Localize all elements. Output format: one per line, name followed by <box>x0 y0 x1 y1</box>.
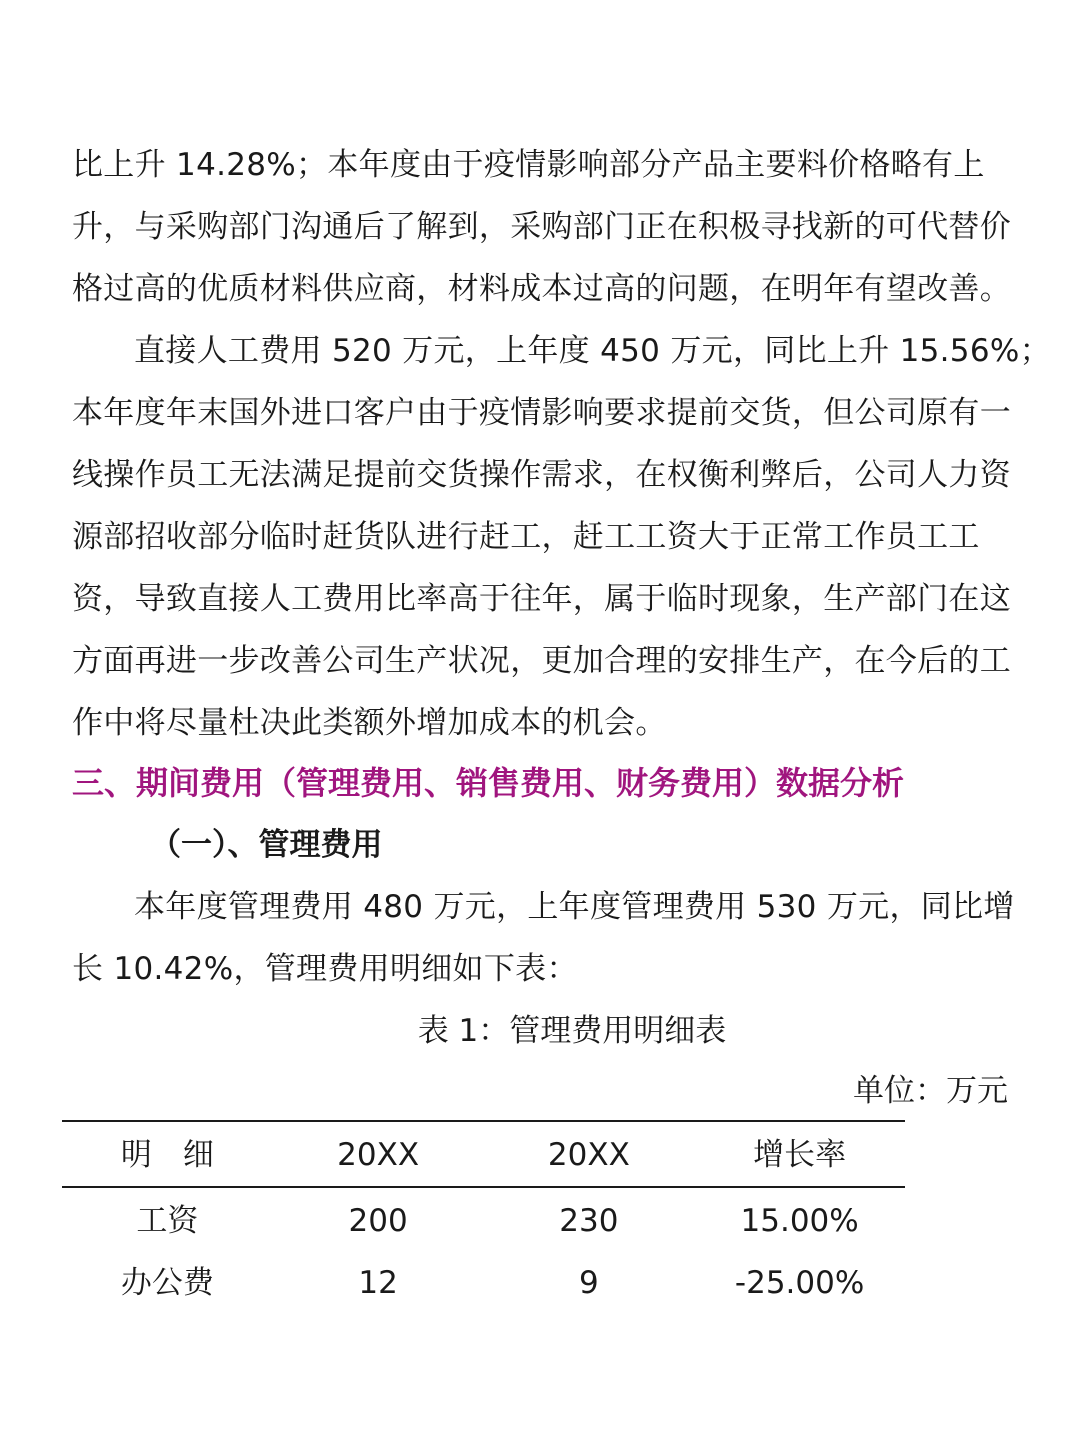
table-header-cell: 明 细 <box>120 1137 214 1173</box>
table-cell: 200 <box>348 1203 408 1239</box>
table-cell: 12 <box>358 1265 398 1301</box>
paragraph-line: 本年度管理费用 480 万元，上年度管理费用 530 万元，同比增 <box>134 889 1015 925</box>
table-row <box>62 1190 905 1252</box>
table-header-cell: 增长率 <box>753 1137 847 1173</box>
table-cell: 15.00% <box>740 1203 859 1239</box>
table-header-rule <box>62 1186 905 1188</box>
paragraph-line: 本年度年末国外进口客户由于疫情影响要求提前交货，但公司原有一 <box>72 395 1011 431</box>
subsection-heading: （一）、管理费用 <box>150 827 383 863</box>
table-header-row <box>62 1124 905 1186</box>
paragraph-line: 作中将尽量杜决此类额外增加成本的机会。 <box>72 705 667 741</box>
table-cell: 工资 <box>136 1203 199 1239</box>
paragraph-line: 长 10.42%，管理费用明细如下表： <box>72 951 578 987</box>
paragraph-line: 资，导致直接人工费用比率高于往年，属于临时现象，生产部门在这 <box>72 581 1011 617</box>
paragraph-line: 格过高的优质材料供应商，材料成本过高的问题，在明年有望改善。 <box>72 271 1011 307</box>
paragraph-line: 直接人工费用 520 万元，上年度 450 万元，同比上升 15.56%； <box>134 333 1051 369</box>
table-row <box>62 1252 905 1314</box>
table-header-cell: 20XX <box>547 1137 630 1173</box>
paragraph-line: 比上升 14.28%；本年度由于疫情影响部分产品主要料价格略有上 <box>72 147 985 183</box>
paragraph-line: 源部招收部分临时赶货队进行赶工，赶工工资大于正常工作员工工 <box>72 519 980 555</box>
table-cell: 办公费 <box>120 1265 214 1301</box>
table-cell: 230 <box>559 1203 619 1239</box>
section-heading: 三、期间费用（管理费用、销售费用、财务费用）数据分析 <box>72 764 905 802</box>
unit-label: 单位：万元 <box>853 1073 1008 1109</box>
paragraph-line: 方面再进一步改善公司生产状况，更加合理的安排生产，在今后的工 <box>72 643 1011 679</box>
table-top-rule <box>62 1120 905 1122</box>
table-cell: -25.00% <box>734 1265 865 1301</box>
table-cell: 9 <box>579 1265 599 1301</box>
paragraph-line: 线操作员工无法满足提前交货操作需求，在权衡利弊后，公司人力资 <box>72 457 1011 493</box>
table-caption: 表 1：管理费用明细表 <box>417 1013 727 1049</box>
paragraph-line: 升，与采购部门沟通后了解到，采购部门正在积极寻找新的可代替价 <box>72 209 1011 245</box>
table-header-cell: 20XX <box>337 1137 420 1173</box>
